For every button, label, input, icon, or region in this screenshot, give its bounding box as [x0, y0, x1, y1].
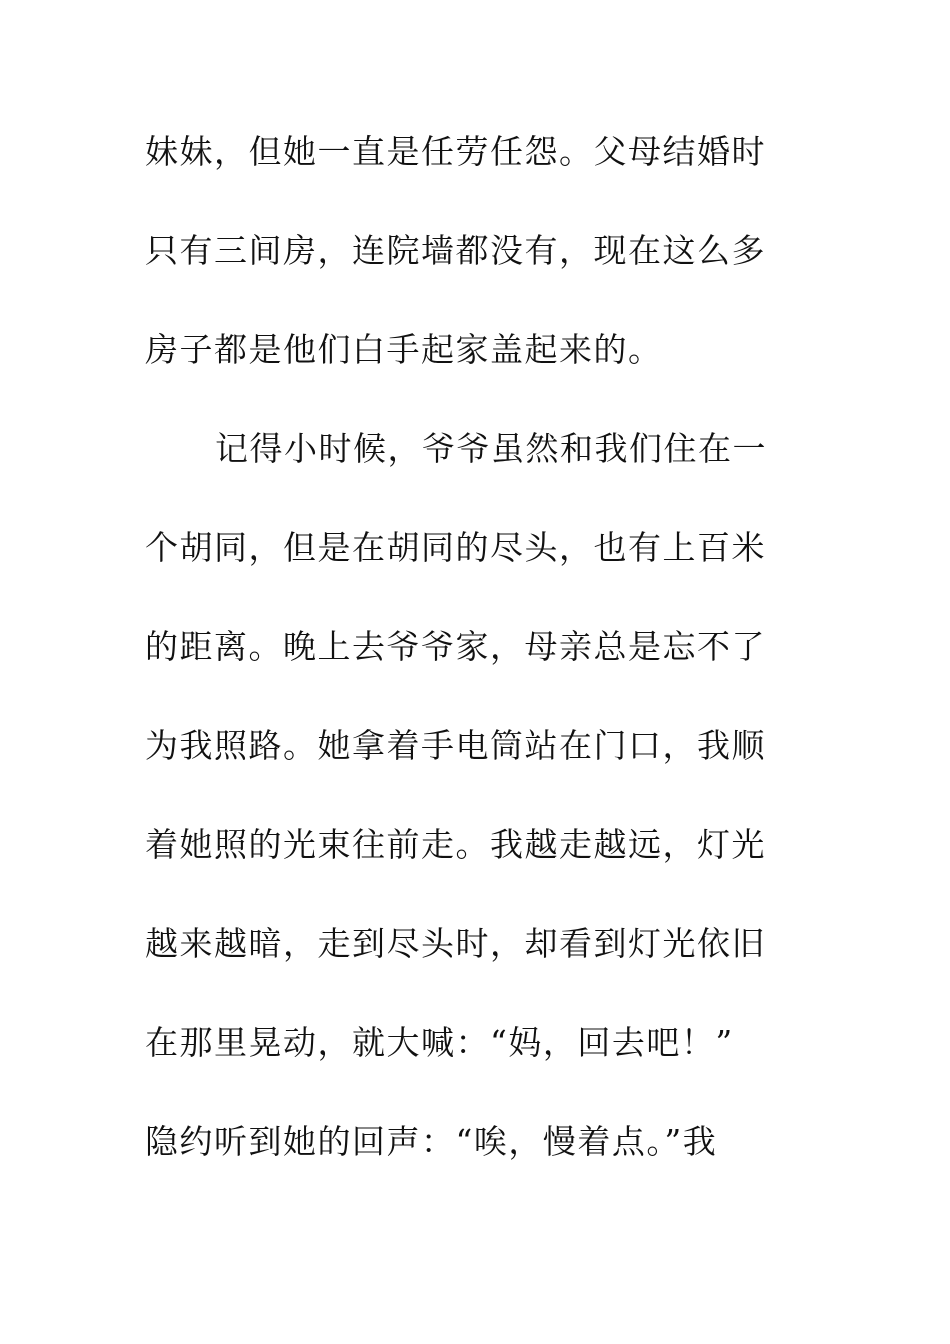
text-line: 隐约听到她的回声：“唉，慢着点。”我	[145, 1122, 718, 1161]
text-line: 房子都是他们白手起家盖起来的。	[145, 330, 663, 369]
paragraph-start-line: 记得小时候，爷爷虽然和我们住在一	[215, 429, 767, 468]
text-line: 为我照路。她拿着手电筒站在门口，我顺	[145, 726, 766, 765]
text-line: 只有三间房，连院墙都没有，现在这么多	[145, 231, 766, 270]
body-text	[145, 127, 785, 1216]
text-line: 在那里晃动，就大喊：“妈，回去吧！”	[145, 1023, 734, 1062]
text-line: 妹妹，但她一直是任劳任怨。父母结婚时	[145, 132, 766, 171]
text-line: 个胡同，但是在胡同的尽头，也有上百米	[145, 528, 766, 567]
text-line: 着她照的光束往前走。我越走越远，灯光	[145, 825, 766, 864]
text-line: 的距离。晚上去爷爷家，母亲总是忘不了	[145, 627, 766, 666]
text-line: 越来越暗，走到尽头时，却看到灯光依旧	[145, 924, 766, 963]
